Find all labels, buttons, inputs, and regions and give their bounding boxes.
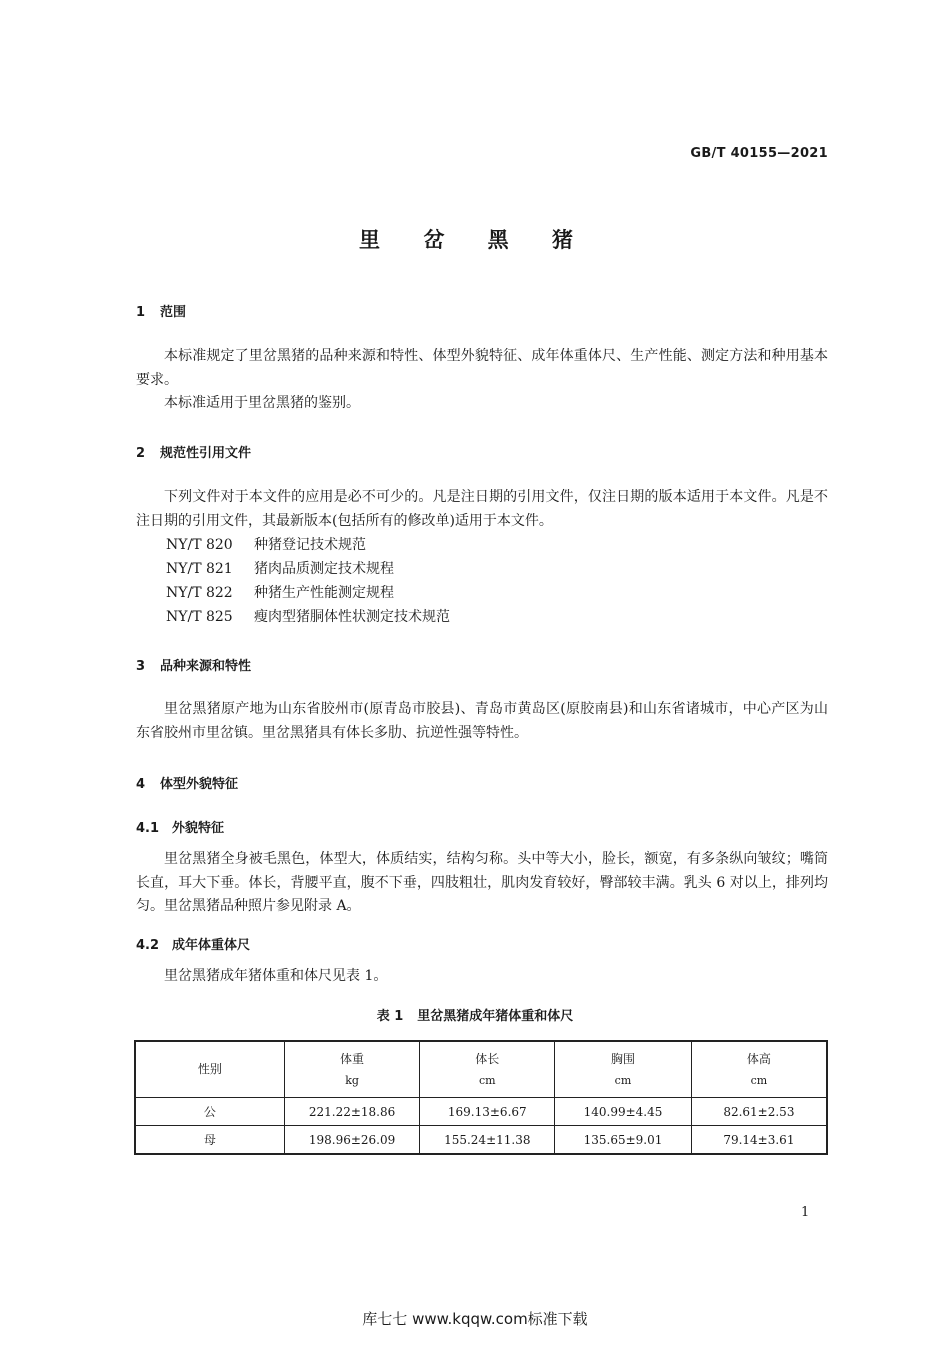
footer-watermark: 库七七 www.kqqw.com标准下载	[362, 1310, 588, 1328]
section-2-paragraph: 下列文件对于本文件的应用是必不可少的。凡是注日期的引用文件，仅注日期的版本适用于本文件。凡是不注日期的引用文件，其最新版本(包括所有的修改单)适用于本文件。	[136, 489, 828, 529]
section-4-1-paragraph: 里岔黑猪全身被毛黑色，体型大，体质结实，结构匀称。头中等大小，脸长，额宽，有多条纵向皱纹；嘴筒长直，耳大下垂。体长，背腰平直，腹不下垂，四肢粗壮，肌肉发育较好，臀部较丰满。乳头 6 对以上，排列均匀。里岔黑猪品种照片参见附录 A。	[136, 851, 828, 914]
table-cell: 79.14±3.61	[691, 1126, 827, 1155]
column-header-body-height: 体高 cm	[691, 1041, 827, 1098]
section-number: 3	[136, 659, 146, 674]
section-4-1-heading	[136, 817, 224, 836]
section-2-heading	[136, 442, 251, 461]
section-3-heading	[136, 655, 251, 674]
section-4-heading	[136, 773, 238, 792]
column-header-chest-girth: 胸围 cm	[555, 1041, 692, 1098]
standard-code: GB/T 40155—2021	[690, 146, 828, 161]
section-title: 体型外貌特征	[160, 777, 239, 792]
reference-code: NY/T 822	[166, 585, 233, 601]
table-header-row	[135, 1041, 827, 1098]
column-unit: cm	[614, 1073, 632, 1087]
reference-name: 瘦肉型猪胴体性状测定技术规范	[254, 609, 450, 625]
reference-name: 猪肉品质测定技术规程	[254, 561, 394, 577]
section-1-paragraph-1: 本标准规定了里岔黑猪的品种来源和特性、体型外貌特征、成年体重体尺、生产性能、测定方法和种用基本要求。	[136, 348, 828, 388]
section-3-paragraph: 里岔黑猪原产地为山东省胶州市(原青岛市胶县)、青岛市黄岛区(原胶南县)和山东省诸城市，中心产区为山东省胶州市里岔镇。里岔黑猪具有体长多肋、抗逆性强等特性。	[136, 701, 828, 741]
section-4-2-paragraph: 里岔黑猪成年猪体重和体尺见表 1。	[164, 968, 388, 984]
reference-item	[166, 605, 450, 629]
section-1-paragraph-2: 本标准适用于里岔黑猪的鉴别。	[164, 395, 360, 411]
reference-item	[166, 557, 450, 581]
table-cell: 公	[135, 1098, 284, 1126]
section-number: 4	[136, 777, 146, 792]
reference-item	[166, 581, 450, 605]
section-title: 范围	[160, 305, 187, 320]
column-header-body-length: 体长 cm	[420, 1041, 555, 1098]
section-1-heading	[136, 301, 186, 320]
reference-name: 种猪生产性能测定规程	[254, 585, 394, 601]
section-4-2-heading	[136, 934, 250, 953]
table-cell: 82.61±2.53	[691, 1098, 827, 1126]
table-label: 表 1	[376, 1009, 404, 1024]
table-cell: 母	[135, 1126, 284, 1155]
section-number: 2	[136, 446, 146, 461]
section-title: 规范性引用文件	[160, 446, 252, 461]
table-title: 里岔黑猪成年猪体重和体尺	[417, 1009, 574, 1024]
section-title: 成年体重体尺	[172, 938, 251, 953]
table-row	[135, 1098, 827, 1126]
column-header-sex: 性别	[135, 1041, 284, 1098]
column-unit: kg	[345, 1073, 359, 1087]
section-title: 品种来源和特性	[160, 659, 252, 674]
table-cell: 140.99±4.45	[555, 1098, 692, 1126]
section-number: 4.2	[136, 938, 160, 953]
section-number: 1	[136, 305, 146, 320]
normative-references-list	[166, 533, 450, 629]
section-title: 外貌特征	[172, 821, 225, 836]
table-cell: 198.96±26.09	[284, 1126, 420, 1155]
table-cell: 221.22±18.86	[284, 1098, 420, 1126]
table-cell: 169.13±6.67	[420, 1098, 555, 1126]
reference-code: NY/T 820	[166, 537, 233, 553]
column-header-weight: 体重 kg	[284, 1041, 420, 1098]
table-cell: 155.24±11.38	[420, 1126, 555, 1155]
reference-item	[166, 533, 450, 557]
column-unit: cm	[750, 1073, 768, 1087]
column-unit: cm	[478, 1073, 496, 1087]
section-number: 4.1	[136, 821, 160, 836]
table-cell: 135.65±9.01	[555, 1126, 692, 1155]
reference-name: 种猪登记技术规范	[254, 537, 366, 553]
table-caption	[0, 1005, 950, 1024]
table-row	[135, 1126, 827, 1155]
document-title: 里 岔 黑 猪	[359, 228, 591, 252]
reference-code: NY/T 821	[166, 561, 233, 577]
reference-code: NY/T 825	[166, 609, 233, 625]
page-number: 1	[801, 1205, 810, 1220]
body-measurement-table	[134, 1040, 828, 1155]
